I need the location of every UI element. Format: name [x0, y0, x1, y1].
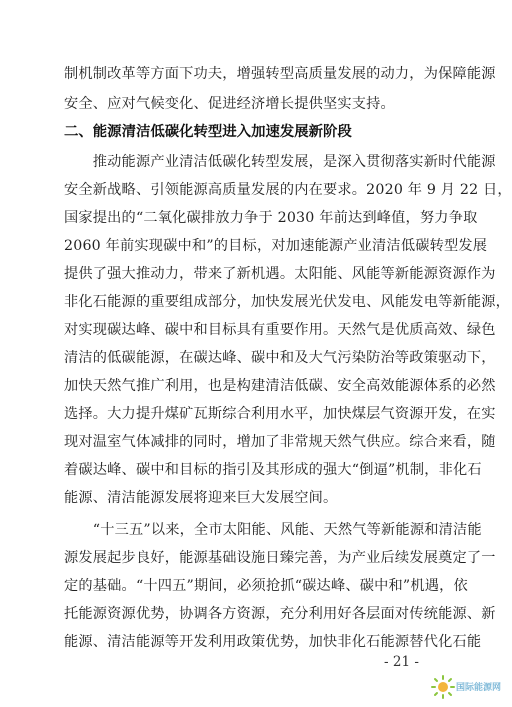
paragraph1-line: 非化石能源的重要组成部分，加快发展光伏发电、风能发电等新能源，	[64, 294, 511, 310]
paragraph1-line: 提供了强大推动力，带来了新机遇。太阳能、风能等新能源资源作为	[64, 266, 496, 282]
paragraph1-line: 对实现碳达峰、碳中和目标具有重要作用。天然气是优质高效、绿色	[64, 322, 496, 338]
watermark-text: 国际能源网	[456, 683, 502, 693]
paragraph1-line: 2060 年前实现碳中和”的目标，对加速能源产业清洁低碳转型发展	[64, 238, 488, 254]
paragraph1-line: 推动能源产业清洁低碳化转型发展，是深入贯彻落实新时代能源	[64, 154, 496, 170]
paragraph2-line: 能源、清洁能源等开发利用政策优势，加快非化石能源替代化石能	[64, 634, 482, 650]
page-number: - 21 -	[384, 654, 419, 670]
paragraph1-line: 着碳达峰、碳中和目标的指引及其形成的强大“倒逼”机制，非化石	[64, 462, 482, 478]
sun-logo-icon	[430, 674, 456, 700]
paragraph2-line: “十三五”以来，全市太阳能、风能、天然气等新能源和清洁能	[64, 522, 482, 538]
paragraph1-line: 加快天然气推广利用，也是构建清洁低碳、安全高效能源体系的必然	[64, 378, 496, 394]
paragraph1-line: 能源、清洁能源发展将迎来巨大发展空间。	[64, 490, 338, 506]
text-line: 制机制改革等方面下功夫，增强转型高质量发展的动力，为保障能源	[64, 66, 496, 82]
paragraph1-line: 安全新战略、引领能源高质量发展的内在要求。2020 年 9 月 22 日，	[64, 182, 512, 198]
paragraph2-line: 定的基础。“十四五”期间，必须抢抓“碳达峰、碳中和”机遇，依	[64, 578, 468, 594]
paragraph1-line: 清洁的低碳能源，在碳达峰、碳中和及大气污染防治等政策驱动下，	[64, 350, 496, 366]
text-line: 安全、应对气候变化、促进经济增长提供坚实支持。	[64, 96, 395, 112]
paragraph2-line: 托能源资源优势，协调各方资源，充分利用好各层面对传统能源、新	[64, 606, 496, 622]
paragraph2-line: 源发展起步良好，能源基础设施日臻完善，为产业后续发展奠定了一	[64, 550, 496, 566]
paragraph1-line: 国家提出的“二氧化碳排放力争于 2030 年前达到峰值，努力争取	[64, 210, 478, 226]
section-heading: 二、能源清洁低碳化转型进入加速发展新阶段	[64, 124, 352, 140]
paragraph1-line: 现对温室气体减排的同时，增加了非常规天然气供应。综合来看，随	[64, 434, 496, 450]
watermark	[430, 672, 502, 700]
paragraph1-line: 选择。大力提升煤矿瓦斯综合利用水平，加快煤层气资源开发，在实	[64, 406, 496, 422]
